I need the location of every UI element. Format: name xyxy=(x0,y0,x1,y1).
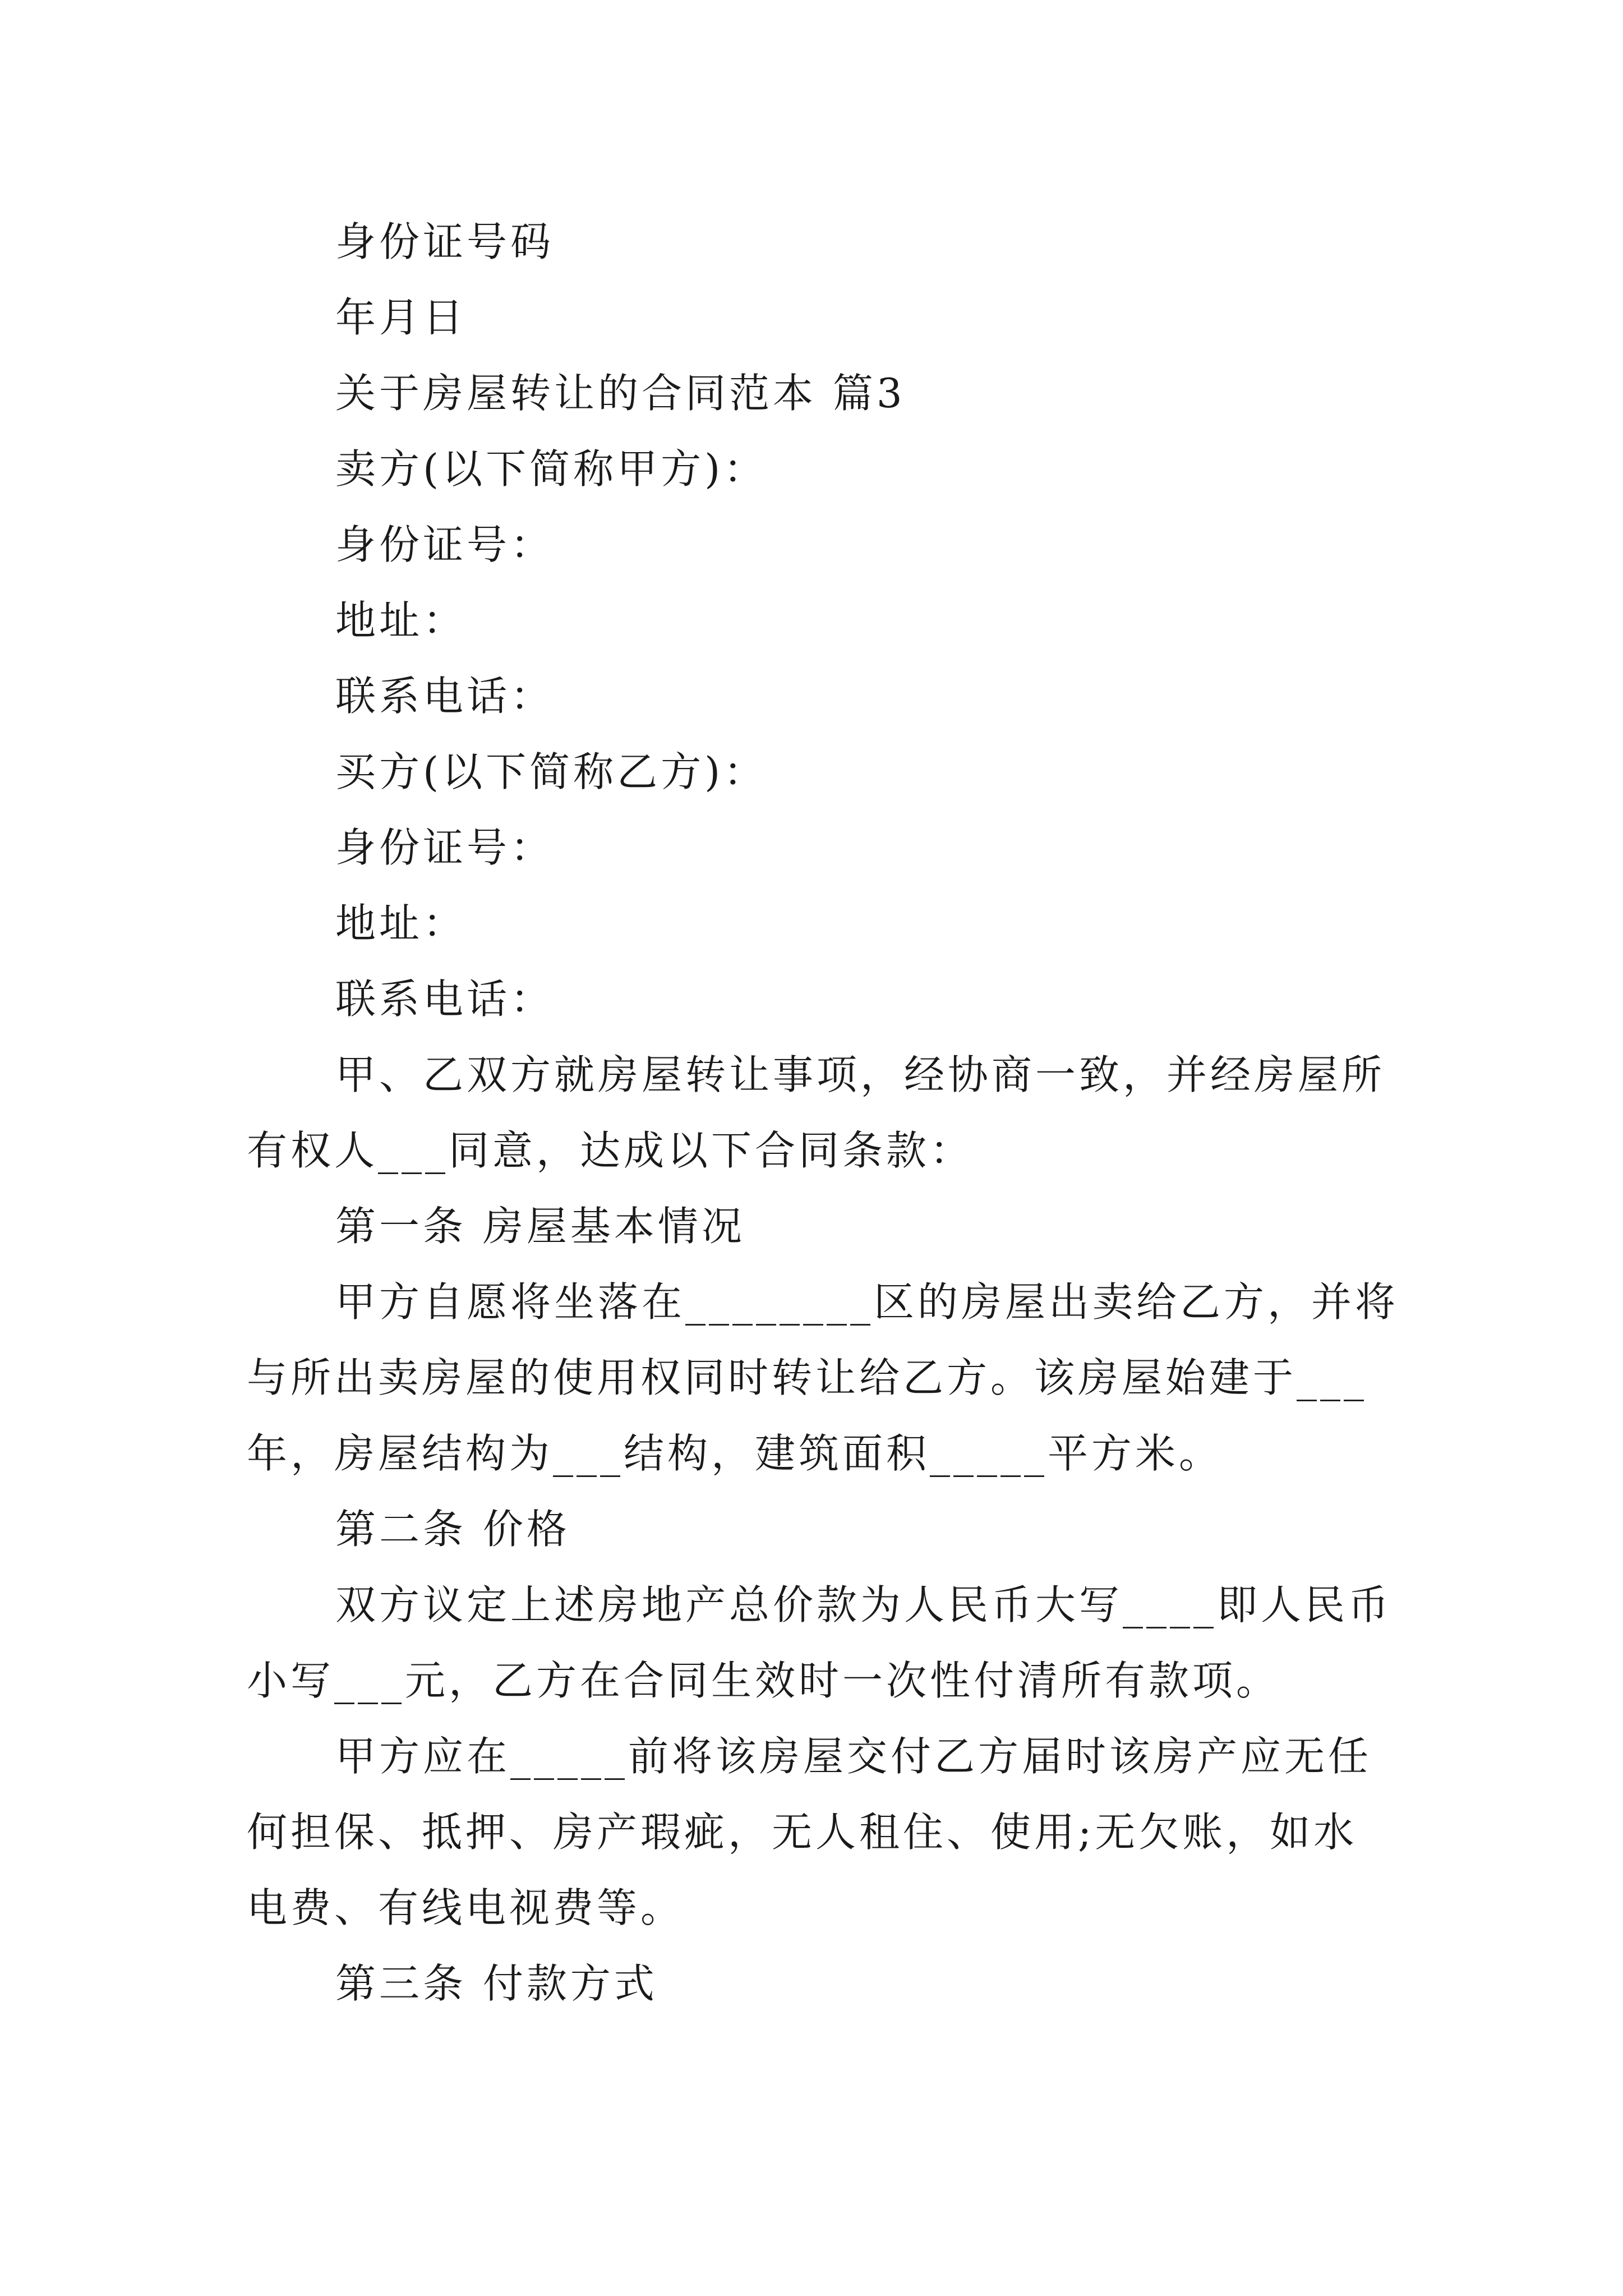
text-line-seller: 卖方(以下简称甲方)： xyxy=(335,445,768,493)
article-2-paragraph-2-line-2: 何担保、抵押、房产瑕疵，无人租住、使用;无欠账，如水 xyxy=(247,1809,1358,1856)
article-3-heading: 第三条 付款方式 xyxy=(335,1960,658,2007)
article-1-line-1: 甲方自愿将坐落在________区的房屋出卖给乙方，并将 xyxy=(335,1278,1399,1326)
article-2-heading: 第二条 价格 xyxy=(335,1506,570,1553)
section-title-part3: 关于房屋转让的合同范本 篇3 xyxy=(335,370,906,417)
article-1-line-3: 年，房屋结构为___结构，建筑面积_____平方米。 xyxy=(247,1430,1223,1477)
text-line-seller-phone: 联系电话： xyxy=(335,673,555,720)
paragraph-intro-line-1: 甲、乙双方就房屋转让事项，经协商一致，并经房屋所 xyxy=(335,1051,1386,1098)
text-line-seller-address: 地址： xyxy=(335,597,467,644)
paragraph-intro-line-2: 有权人___同意，达成以下合同条款： xyxy=(247,1127,974,1174)
article-2-paragraph-2-line-1: 甲方应在_____前将该房屋交付乙方届时该房产应无任 xyxy=(335,1733,1372,1780)
text-line-buyer: 买方(以下简称乙方)： xyxy=(335,748,768,795)
article-2-line-1: 双方议定上述房地产总价款为人民币大写____即人民币 xyxy=(335,1581,1393,1628)
text-line-buyer-address: 地址： xyxy=(335,900,467,947)
text-line-date: 年月日 xyxy=(335,294,467,341)
article-1-line-2: 与所出卖房屋的使用权同时转让给乙方。该房屋始建于___ xyxy=(247,1354,1368,1401)
article-2-paragraph-2-line-3: 电费、有线电视费等。 xyxy=(247,1884,685,1931)
text-line-seller-id: 身份证号： xyxy=(335,521,555,568)
text-line-id-number: 身份证号码 xyxy=(335,218,555,265)
text-line-buyer-id: 身份证号： xyxy=(335,824,555,871)
article-1-heading: 第一条 房屋基本情况 xyxy=(335,1203,745,1250)
text-line-buyer-phone: 联系电话： xyxy=(335,976,555,1023)
article-2-line-2: 小写___元，乙方在合同生效时一次性付清所有款项。 xyxy=(247,1657,1280,1704)
